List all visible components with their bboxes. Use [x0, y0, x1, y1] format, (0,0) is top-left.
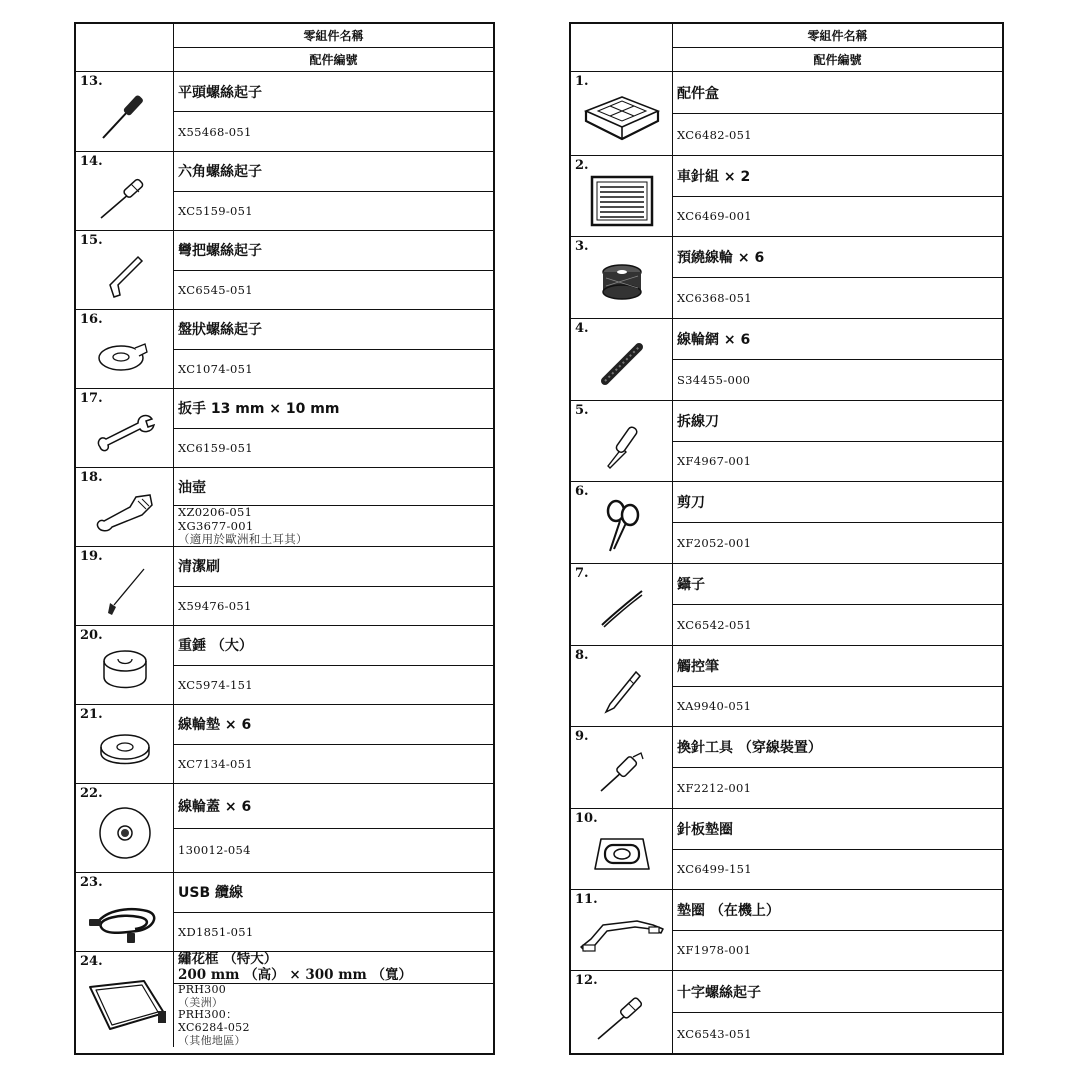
item-number: 17. — [80, 391, 103, 406]
flat-screwdriver-icon — [95, 86, 155, 146]
tweezers-icon — [598, 587, 646, 631]
embroidery-frame-icon — [80, 973, 170, 1037]
part-name: 清潔刷 — [174, 547, 493, 587]
part-name: 剪刀 — [673, 482, 1002, 523]
table-row — [76, 310, 493, 389]
item-number: 10. — [575, 811, 598, 826]
item-number: 12. — [575, 973, 598, 988]
part-name: 繡花框 （特大） — [178, 951, 278, 967]
part-name: 十字螺絲起子 — [673, 971, 1002, 1013]
item-number: 23. — [80, 875, 103, 890]
item-number: 7. — [575, 566, 589, 581]
part-code: XF1978-001 — [677, 943, 752, 958]
item-number: 3. — [575, 239, 589, 254]
part-code: XC6482-051 — [677, 127, 752, 142]
part-name: 車針組 × 2 — [673, 156, 1002, 197]
part-name: 換針工具 （穿線裝置） — [673, 727, 1002, 768]
part-code: PRH300 — [178, 983, 227, 997]
part-code: XC6159-051 — [178, 440, 253, 455]
part-code: XA9940-051 — [677, 699, 752, 714]
part-name: 配件盒 — [673, 72, 1002, 114]
seam-ripper-icon — [600, 420, 644, 472]
part-code: XF4967-001 — [677, 454, 752, 469]
item-number: 14. — [80, 154, 103, 169]
item-number: 4. — [575, 321, 589, 336]
table-row — [571, 890, 1002, 971]
cleaning-brush-icon — [100, 563, 150, 619]
parts-table-left — [74, 22, 495, 1055]
table-row — [76, 547, 493, 626]
part-code: XC6368-051 — [677, 291, 752, 305]
spool-cap-icon — [97, 805, 153, 861]
part-name: 線輪網 × 6 — [673, 319, 1002, 360]
table-row — [571, 401, 1002, 482]
usb-cable-icon — [87, 889, 163, 945]
part-code: XC6284-052 — [178, 1020, 250, 1034]
spool-net-icon — [599, 341, 645, 387]
region-remark: （美洲） — [178, 995, 224, 1009]
item-number: 16. — [80, 312, 103, 327]
part-code: XC6469-001 — [677, 209, 752, 224]
part-code: XC1074-051 — [178, 361, 253, 376]
table-row — [571, 809, 1002, 890]
item-number: 11. — [575, 892, 598, 907]
part-code: XC7134-051 — [178, 756, 253, 771]
spool-pad-icon — [98, 731, 152, 767]
part-name: 六角螺絲起子 — [174, 152, 493, 192]
part-code: XC6545-051 — [178, 282, 253, 297]
part-name: 平頭螺絲起子 — [174, 72, 493, 112]
scissors-icon — [602, 499, 642, 555]
oiler-icon — [92, 487, 158, 537]
table-row — [76, 468, 493, 547]
table-row — [76, 389, 493, 468]
item-number: 8. — [575, 648, 589, 663]
frame-holder-washer-icon — [577, 915, 667, 955]
item-number: 1. — [575, 74, 589, 89]
accessory-case-icon — [582, 91, 662, 145]
part-code: X55468-051 — [178, 124, 252, 139]
table-row — [571, 72, 1002, 156]
hex-screwdriver-icon — [95, 168, 155, 224]
needle-plate-washer-icon — [593, 835, 651, 873]
table-row — [571, 156, 1002, 237]
region-remark: （其他地區） — [178, 1033, 246, 1047]
part-code: XZ0206-051 — [178, 505, 253, 520]
item-number: 24. — [80, 954, 103, 969]
l-shaped-screwdriver-icon — [100, 247, 150, 303]
table-row — [76, 152, 493, 231]
needle-changer-icon — [597, 749, 647, 795]
part-name: 線輪墊 × 6 — [174, 705, 493, 745]
header-blank-cell — [571, 24, 673, 71]
part-name: USB 纜線 — [174, 873, 493, 913]
part-code: X59476-051 — [178, 598, 252, 613]
table-row — [76, 626, 493, 705]
item-number: 20. — [80, 628, 103, 643]
item-number: 22. — [80, 786, 103, 801]
part-name: 盤狀螺絲起子 — [174, 310, 493, 350]
part-code: XC5974-151 — [178, 677, 253, 692]
table-header — [76, 24, 493, 72]
table-row — [76, 705, 493, 784]
part-code: XF2212-001 — [677, 781, 752, 795]
phillips-screwdriver-icon — [592, 989, 652, 1045]
table-row — [571, 727, 1002, 809]
header-part-code: 配件編號 — [174, 47, 493, 71]
part-code: XG3677-001 — [178, 518, 254, 533]
part-name: 鑷子 — [673, 564, 1002, 605]
part-code: 130012-054 — [178, 843, 251, 858]
item-number: 13. — [80, 74, 103, 89]
part-name-group — [174, 952, 493, 984]
table-row — [571, 319, 1002, 401]
part-code: XF2052-001 — [677, 536, 752, 550]
header-part-code: 配件編號 — [673, 47, 1002, 71]
table-row — [571, 482, 1002, 564]
part-name: 預繞線輪 × 6 — [673, 237, 1002, 278]
part-code: XC5159-051 — [178, 203, 253, 218]
needle-set-icon — [590, 175, 654, 227]
item-number: 2. — [575, 158, 589, 173]
item-number: 9. — [575, 729, 589, 744]
part-dimension: 200 mm （高） × 300 mm （寬） — [178, 966, 413, 983]
item-number: 6. — [575, 484, 589, 499]
table-row — [76, 873, 493, 952]
parts-table-right — [569, 22, 1004, 1055]
item-number: 21. — [80, 707, 103, 722]
table-row — [76, 952, 493, 1047]
item-number: 19. — [80, 549, 103, 564]
table-row — [571, 564, 1002, 646]
table-row — [571, 237, 1002, 319]
part-name: 油壺 — [174, 468, 493, 506]
table-row — [76, 72, 493, 152]
part-code: XD1851-051 — [178, 924, 254, 939]
part-code: S34455-000 — [677, 373, 751, 387]
part-name: 拆線刀 — [673, 401, 1002, 442]
weight-icon — [100, 647, 150, 693]
item-number: 5. — [575, 403, 589, 418]
table-row — [571, 971, 1002, 1054]
prewound-bobbin-icon — [600, 262, 644, 302]
table-row — [571, 646, 1002, 727]
table-header — [571, 24, 1002, 72]
header-part-name: 零組件名稱 — [807, 29, 868, 43]
header-part-name: 零組件名稱 — [303, 29, 364, 43]
part-code-group — [174, 506, 493, 546]
part-code-group — [174, 984, 493, 1047]
part-code: XC6499-151 — [677, 862, 752, 877]
part-name: 針板墊圈 — [673, 809, 1002, 850]
touch-pen-icon — [600, 666, 644, 716]
item-number: 15. — [80, 233, 103, 248]
part-name: 扳手 13 mm × 10 mm — [174, 389, 493, 429]
part-name: 觸控筆 — [673, 646, 1002, 687]
part-name: 重錘 （大） — [174, 626, 493, 666]
part-name: 彎把螺絲起子 — [174, 231, 493, 271]
header-blank-cell — [76, 24, 174, 71]
part-code: XC6543-051 — [677, 1026, 752, 1041]
part-code: XC6542-051 — [677, 618, 752, 632]
region-remark: （適用於歐洲和土耳其） — [178, 531, 308, 546]
table-row — [76, 231, 493, 310]
item-number: 18. — [80, 470, 103, 485]
part-code: PRH300： — [178, 1008, 238, 1022]
table-row — [76, 784, 493, 873]
part-name: 線輪蓋 × 6 — [174, 784, 493, 829]
part-name: 墊圈 （在機上） — [673, 890, 1002, 931]
disc-screwdriver-icon — [95, 332, 155, 376]
wrench-icon — [92, 409, 158, 457]
